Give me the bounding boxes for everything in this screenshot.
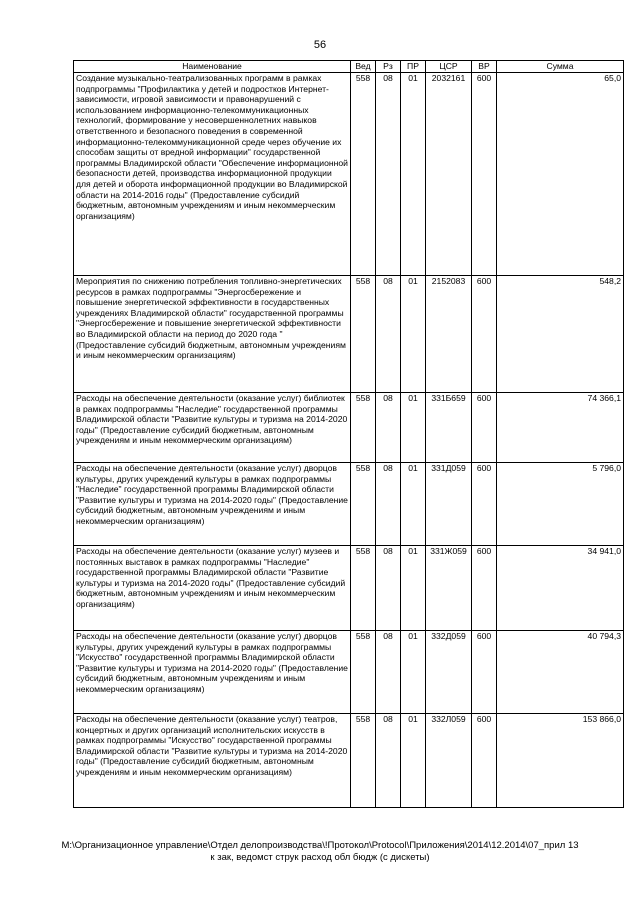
row-ved: 558 — [351, 463, 376, 546]
footer-path-line: M:\Организационное управление\Отдел делопроизводства\!Протокол\Protocol\Приложения\2014\12.2014\07_прил 13 — [61, 840, 579, 851]
row-ved: 558 — [351, 714, 376, 808]
row-sum: 34 941,0 — [497, 546, 624, 631]
table-header-row — [74, 61, 624, 73]
row-pr: 01 — [401, 73, 426, 276]
row-pr: 01 — [401, 714, 426, 808]
row-sum: 5 796,0 — [497, 463, 624, 546]
row-name: Расходы на обеспечение деятельности (оказание услуг) театров, концертных и других организаций исполнительских искусств в рамках подпрограммы "Искусство" государственной программы Владимирской области "Развитие культуры и туризма на 2014-2020 годы" (Предоставление субсидий бюджетным, автономным учреждениям и иным некоммерческим организациям) — [74, 714, 351, 808]
row-sum: 40 794,3 — [497, 631, 624, 714]
row-vr: 600 — [472, 276, 497, 393]
row-csr: 2032161 — [426, 73, 472, 276]
table-row — [74, 73, 624, 276]
row-rz: 08 — [376, 276, 401, 393]
header-vr: ВР — [472, 61, 497, 73]
row-csr: 331Б659 — [426, 393, 472, 463]
header-ved: Вед — [351, 61, 376, 73]
row-vr: 600 — [472, 714, 497, 808]
row-ved: 558 — [351, 393, 376, 463]
row-vr: 600 — [472, 463, 497, 546]
row-ved: 558 — [351, 546, 376, 631]
row-sum: 74 366,1 — [497, 393, 624, 463]
row-name: Расходы на обеспечение деятельности (оказание услуг) дворцов культуры, других учреждений культуры в рамках подпрограммы "Наследие" государственной программы Владимирской области "Развитие культуры и туризма на 2014-2020 годы" (Предоставление субсидий бюджетным, автономным учреждениям и иным некоммерческим организациям) — [74, 463, 351, 546]
row-vr: 600 — [472, 73, 497, 276]
table-row — [74, 714, 624, 808]
row-vr: 600 — [472, 393, 497, 463]
row-rz: 08 — [376, 463, 401, 546]
row-rz: 08 — [376, 73, 401, 276]
row-sum: 65,0 — [497, 73, 624, 276]
row-csr: 331Ж059 — [426, 546, 472, 631]
header-rz: Рз — [376, 61, 401, 73]
row-pr: 01 — [401, 631, 426, 714]
header-pr: ПР — [401, 61, 426, 73]
header-name: Наименование — [74, 61, 351, 73]
row-pr: 01 — [401, 276, 426, 393]
row-csr: 331Д059 — [426, 463, 472, 546]
row-rz: 08 — [376, 393, 401, 463]
row-vr: 600 — [472, 546, 497, 631]
row-name: Мероприятия по снижению потребления топливно-энергетических ресурсов в рамках подпрограммы "Энергосбережение и повышение энергетической эффективности в государственных учреждениях Владимирской области" государственной программы "Энергосбережение и повышение энергетической эффективности во Владимирской области на период до 2020 года " (Предоставление субсидий бюджетным, автономным учреждениям и иным некоммерческим организациям) — [74, 276, 351, 393]
header-csr: ЦСР — [426, 61, 472, 73]
page-number: 56 — [313, 39, 327, 51]
file-path-footer — [40, 840, 600, 864]
row-ved: 558 — [351, 631, 376, 714]
row-pr: 01 — [401, 463, 426, 546]
row-csr: 2152083 — [426, 276, 472, 393]
row-name: Расходы на обеспечение деятельности (оказание услуг) музеев и постоянных выставок в рамках подпрограммы "Наследие" государственной программы Владимирской области "Развитие культуры и туризма на 2014-2020 годы" (Предоставление субсидий бюджетным, автономным учреждениям и иным некоммерческим организациям) — [74, 546, 351, 631]
row-csr: 332Л059 — [426, 714, 472, 808]
footer-description-line: к зак, ведомст струк расход обл бюдж (с дискеты) — [210, 852, 430, 863]
row-name: Создание музыкально-театрализованных программ в рамках подпрограммы "Профилактика у детей и подростков Интернет-зависимости, игровой зависимости и правонарушений с использованием информационно-телекоммуникационных технологий, формирование у несовершеннолетних навыков ответственного и безопасного поведения в современной информационно-телекоммуникационной среде через обучение их способам защиты от вредной информации" государственной программы Владимирской области "Обеспечение информационной безопасности детей, производства информационной продукции для детей и оборота информационной продукции во Владимирской области на 2014-2016 годы" (Предоставление субсидий бюджетным, автономным учреждениям и иным некоммерческим организациям) — [74, 73, 351, 276]
row-name: Расходы на обеспечение деятельности (оказание услуг) дворцов культуры, других учреждений культуры в рамках подпрограммы "Искусство" государственной программы Владимирской области "Развитие культуры и туризма на 2014-2020 годы" (Предоставление субсидий бюджетным, автономным учреждениям и иным некоммерческим организациям) — [74, 631, 351, 714]
row-ved: 558 — [351, 73, 376, 276]
row-csr: 332Д059 — [426, 631, 472, 714]
row-ved: 558 — [351, 276, 376, 393]
table-row — [74, 276, 624, 393]
budget-table — [73, 60, 624, 808]
table-row — [74, 546, 624, 631]
header-sum: Сумма — [497, 61, 624, 73]
row-rz: 08 — [376, 631, 401, 714]
row-pr: 01 — [401, 393, 426, 463]
table-row — [74, 393, 624, 463]
row-pr: 01 — [401, 546, 426, 631]
row-rz: 08 — [376, 714, 401, 808]
row-sum: 548,2 — [497, 276, 624, 393]
row-name: Расходы на обеспечение деятельности (оказание услуг) библиотек в рамках подпрограммы "Наследие" государственной программы Владимирской области "Развитие культуры и туризма на 2014-2020 годы" (Предоставление субсидий бюджетным, автономным учреждениям и иным некоммерческим организациям) — [74, 393, 351, 463]
row-sum: 153 866,0 — [497, 714, 624, 808]
table-row — [74, 631, 624, 714]
row-rz: 08 — [376, 546, 401, 631]
row-vr: 600 — [472, 631, 497, 714]
table-row — [74, 463, 624, 546]
